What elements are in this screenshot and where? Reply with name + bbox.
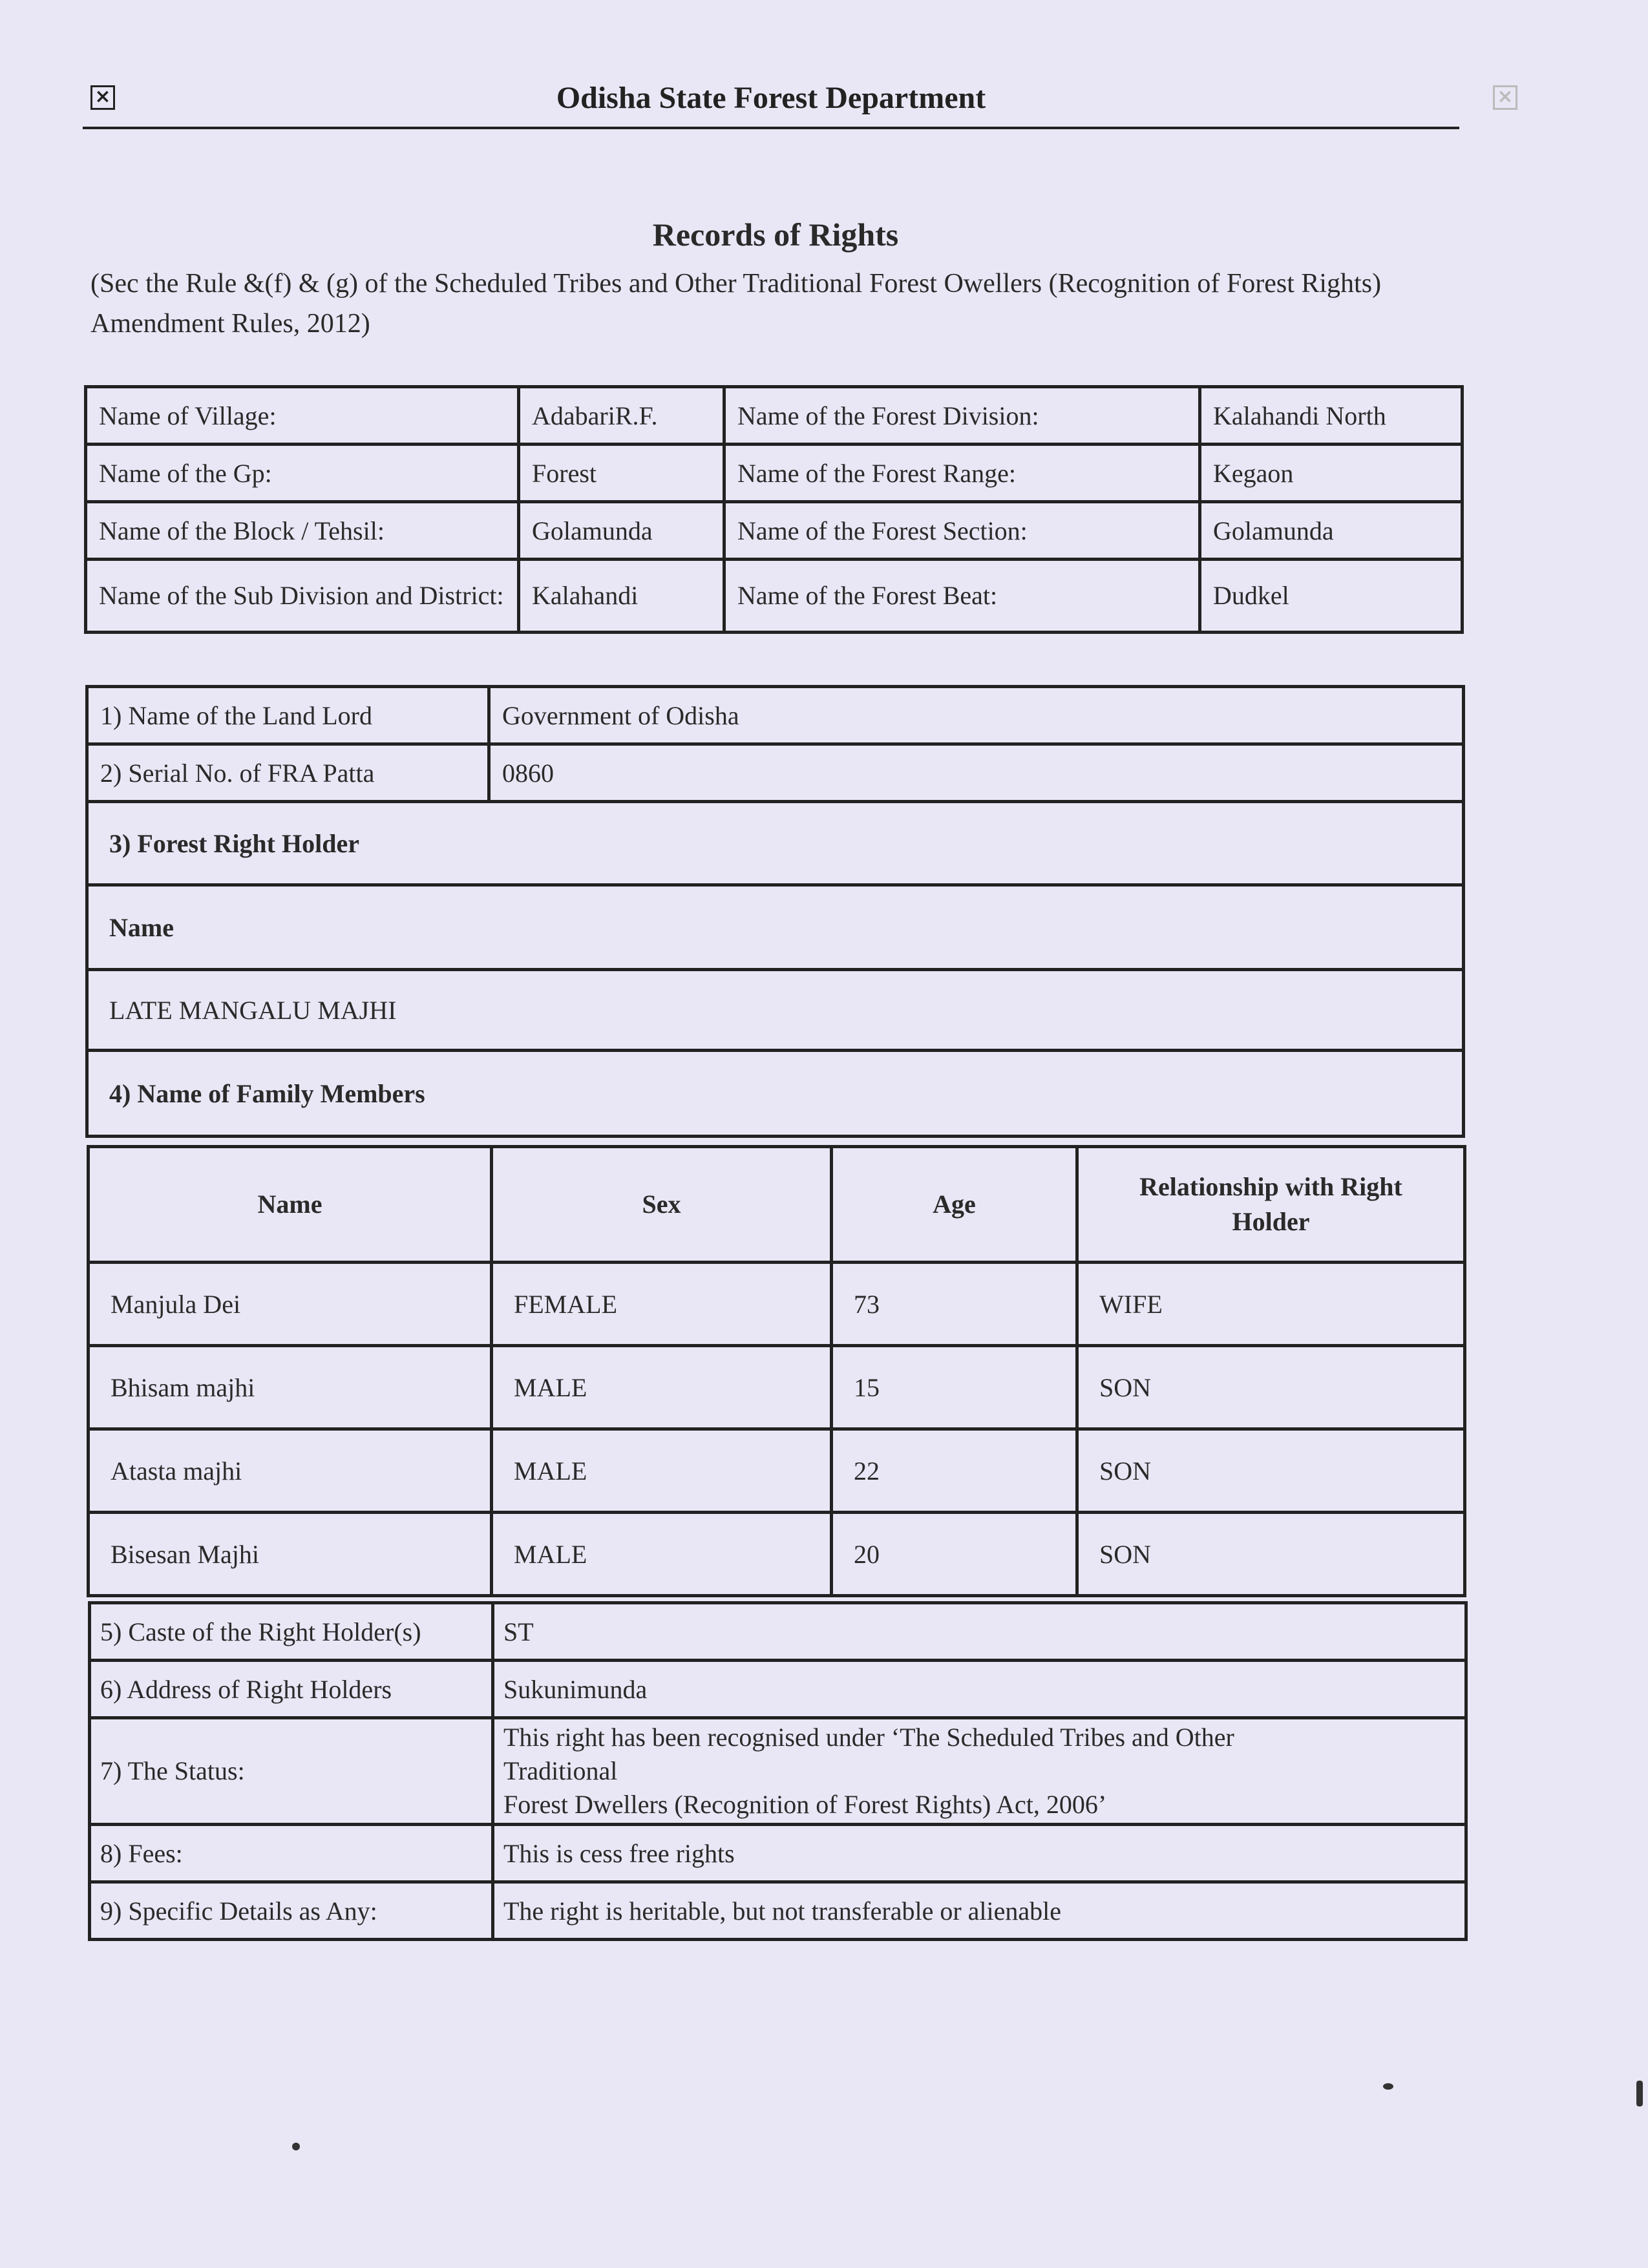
table-row	[86, 560, 1463, 633]
member-age: 73	[832, 1263, 1077, 1346]
name-heading: Name	[87, 885, 1464, 970]
records-title: Records of Rights	[652, 216, 899, 253]
fees-label: 8) Fees:	[90, 1825, 493, 1882]
close-icon-faded: ×	[1493, 85, 1517, 110]
column-header-name: Name	[89, 1147, 492, 1263]
page-header	[83, 76, 1514, 129]
holder-name: LATE MANGALU MAJHI	[87, 970, 1464, 1051]
department-title: Odisha State Forest Department	[556, 81, 986, 115]
caste-label: 5) Caste of the Right Holder(s)	[90, 1603, 493, 1661]
beat-value: Dudkel	[1200, 560, 1463, 633]
beat-label: Name of the Forest Beat:	[724, 560, 1200, 633]
table-row	[90, 1882, 1466, 1940]
status-line: This right has been recognised under ‘The Scheduled Tribes and Other	[503, 1723, 1234, 1752]
scan-speck	[1383, 2083, 1393, 2090]
table-row	[90, 1603, 1466, 1661]
range-value: Kegaon	[1200, 445, 1463, 502]
table-row	[90, 1661, 1466, 1718]
table-row	[90, 1718, 1466, 1825]
table-row	[87, 802, 1464, 885]
table-row	[87, 1051, 1464, 1137]
table-row	[89, 1513, 1465, 1596]
table-row	[86, 445, 1463, 502]
table-row	[89, 1429, 1465, 1513]
table-row	[87, 744, 1464, 802]
section-value: Golamunda	[1200, 502, 1463, 560]
gp-label: Name of the Gp:	[86, 445, 519, 502]
serial-label: 2) Serial No. of FRA Patta	[87, 744, 489, 802]
village-value: AdabariR.F.	[519, 387, 724, 445]
table-row	[90, 1825, 1466, 1882]
address-value: Sukunimunda	[493, 1661, 1466, 1718]
caste-value: ST	[493, 1603, 1466, 1661]
status-label: 7) The Status:	[90, 1718, 493, 1825]
range-label: Name of the Forest Range:	[724, 445, 1200, 502]
landlord-label: 1) Name of the Land Lord	[87, 687, 489, 744]
table-row	[86, 387, 1463, 445]
gp-value: Forest	[519, 445, 724, 502]
rule-reference: (Sec the Rule &(f) & (g) of the Scheduled Tribes and Other Traditional Forest Owellers (Recognition of Forest Rights) Amendment Rules, 2012)	[90, 269, 1382, 339]
serial-value: 0860	[489, 744, 1464, 802]
member-name: Atasta majhi	[89, 1429, 492, 1513]
subdivision-value: Kalahandi	[519, 560, 724, 633]
column-header-age: Age	[832, 1147, 1077, 1263]
member-name: Bisesan Majhi	[89, 1513, 492, 1596]
table-row	[87, 970, 1464, 1051]
section-label: Name of the Forest Section:	[724, 502, 1200, 560]
column-header-sex: Sex	[492, 1147, 832, 1263]
subdivision-label: Name of the Sub Division and District:	[86, 560, 519, 633]
member-age: 15	[832, 1346, 1077, 1429]
family-table	[87, 1145, 1466, 1597]
member-relation: SON	[1077, 1346, 1465, 1429]
status-line: Forest Dwellers (Recognition of Forest Rights) Act, 2006’	[503, 1790, 1107, 1819]
member-sex: MALE	[492, 1429, 832, 1513]
table-row	[87, 885, 1464, 970]
member-sex: FEMALE	[492, 1263, 832, 1346]
division-value: Kalahandi North	[1200, 387, 1463, 445]
village-label: Name of Village:	[86, 387, 519, 445]
table-row	[86, 502, 1463, 560]
member-sex: MALE	[492, 1513, 832, 1596]
column-header-relationship: Relationship with Right Holder	[1077, 1147, 1465, 1263]
division-label: Name of the Forest Division:	[724, 387, 1200, 445]
member-relation: WIFE	[1077, 1263, 1465, 1346]
block-label: Name of the Block / Tehsil:	[86, 502, 519, 560]
address-label: 6) Address of Right Holders	[90, 1661, 493, 1718]
table-row	[89, 1263, 1465, 1346]
block-value: Golamunda	[519, 502, 724, 560]
table-header-row	[89, 1147, 1465, 1263]
table-row	[89, 1346, 1465, 1429]
fees-value: This is cess free rights	[493, 1825, 1466, 1882]
landlord-value: Government of Odisha	[489, 687, 1464, 744]
member-name: Manjula Dei	[89, 1263, 492, 1346]
member-sex: MALE	[492, 1346, 832, 1429]
member-age: 20	[832, 1513, 1077, 1596]
status-value	[493, 1718, 1466, 1825]
location-table	[84, 385, 1464, 634]
specific-label: 9) Specific Details as Any:	[90, 1882, 493, 1940]
member-age: 22	[832, 1429, 1077, 1513]
scan-speck	[292, 2143, 300, 2150]
status-line: Traditional	[503, 1756, 618, 1785]
close-icon[interactable]: ×	[90, 85, 115, 110]
land-table	[85, 685, 1465, 1138]
member-relation: SON	[1077, 1513, 1465, 1596]
scan-speck	[1636, 2081, 1643, 2106]
specific-value: The right is heritable, but not transferable or alienable	[493, 1882, 1466, 1940]
table-row	[87, 687, 1464, 744]
holder-heading: 3) Forest Right Holder	[87, 802, 1464, 885]
member-relation: SON	[1077, 1429, 1465, 1513]
family-heading: 4) Name of Family Members	[87, 1051, 1464, 1137]
details-table	[88, 1601, 1468, 1941]
member-name: Bhisam majhi	[89, 1346, 492, 1429]
